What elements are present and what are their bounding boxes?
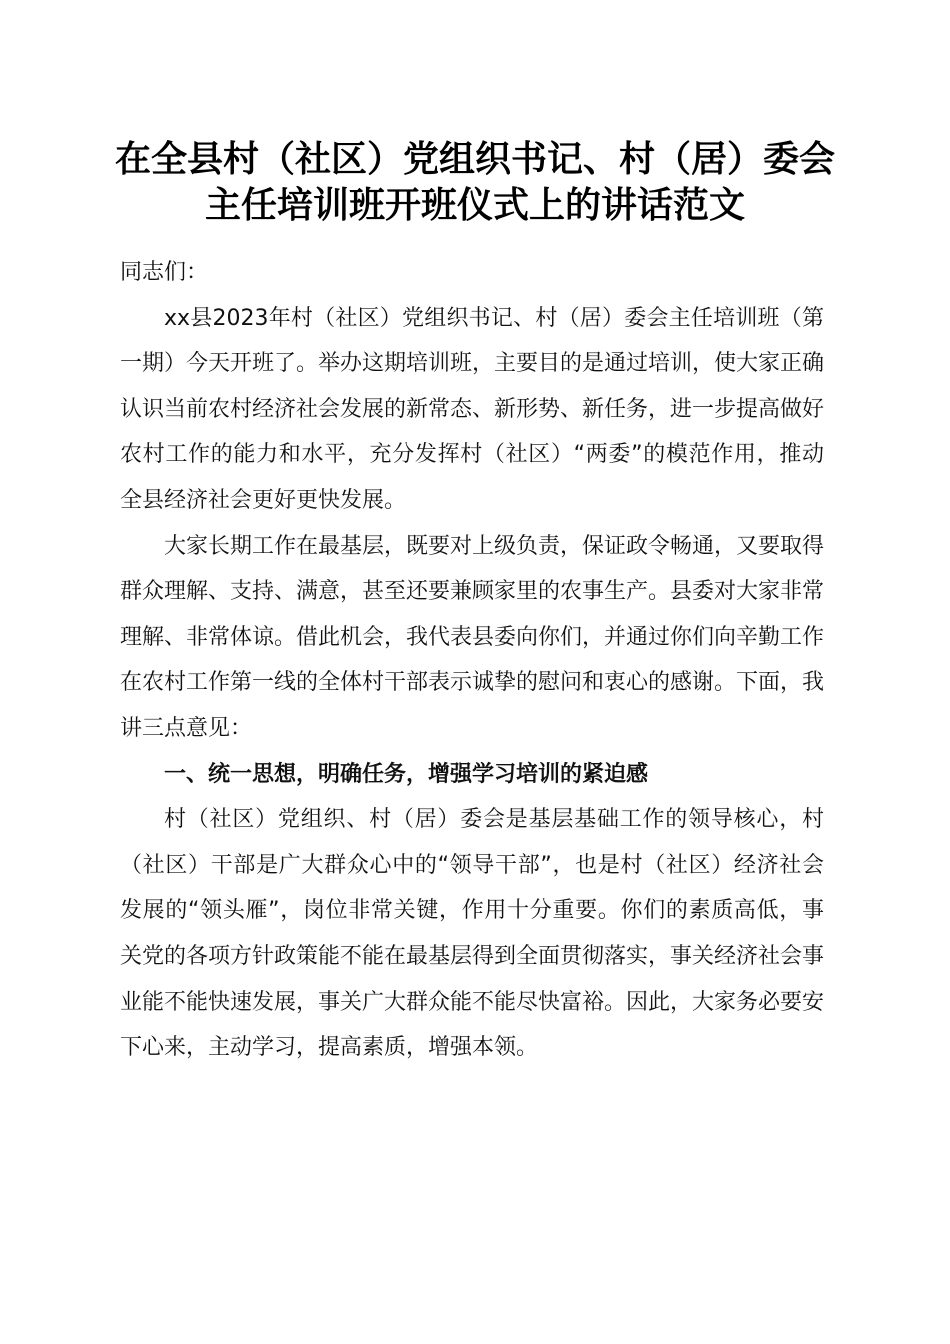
- paragraph-thanks: 大家长期工作在最基层，既要对上级负责，保证政令畅通，又要取得群众理解、支持、满意，甚至还要兼顾家里的农事生产。县委对大家非常理解、非常体谅。借此机会，我代表县委向你们，并通过你们向辛勤工作在农村工作第一线的全体村干部表示诚挚的慰问和衷心的感谢。下面，我讲三点意见：: [120, 533, 825, 741]
- salutation: 同志们：: [120, 260, 209, 285]
- paragraph-intro: xx县2023年村（社区）党组织书记、村（居）委会主任培训班（第一期）今天开班了。举办这期培训班，主要目的是通过培训，使大家正确认识当前农村经济社会发展的新常态、新形势、新任务，进一步提高做好农村工作的能力和水平，充分发挥村（社区）“两委”的模范作用，推动全县经济社会更好更快发展。: [120, 305, 825, 513]
- section-1-paragraph: 村（社区）党组织、村（居）委会是基层基础工作的领导核心，村（社区）干部是广大群众心中的“领导干部”，也是村（社区）经济社会发展的“领头雁”，岗位非常关键，作用十分重要。你们的素质高低，事关党的各项方针政策能不能在最基层得到全面贯彻落实，事关经济社会事业能不能快速发展，事关广大群众能不能尽快富裕。因此，大家务必要安下心来，主动学习，提高素质，增强本领。: [120, 807, 825, 1061]
- section-heading-1: 一、统一思想，明确任务，增强学习培训的紧迫感: [164, 761, 649, 787]
- document-body: [120, 250, 824, 1071]
- title-line-2: 主任培训班开班仪式上的讲话范文: [204, 184, 745, 226]
- document-title: [100, 136, 850, 228]
- title-line-1: 在全县村（社区）党组织书记、村（居）委会: [114, 138, 835, 180]
